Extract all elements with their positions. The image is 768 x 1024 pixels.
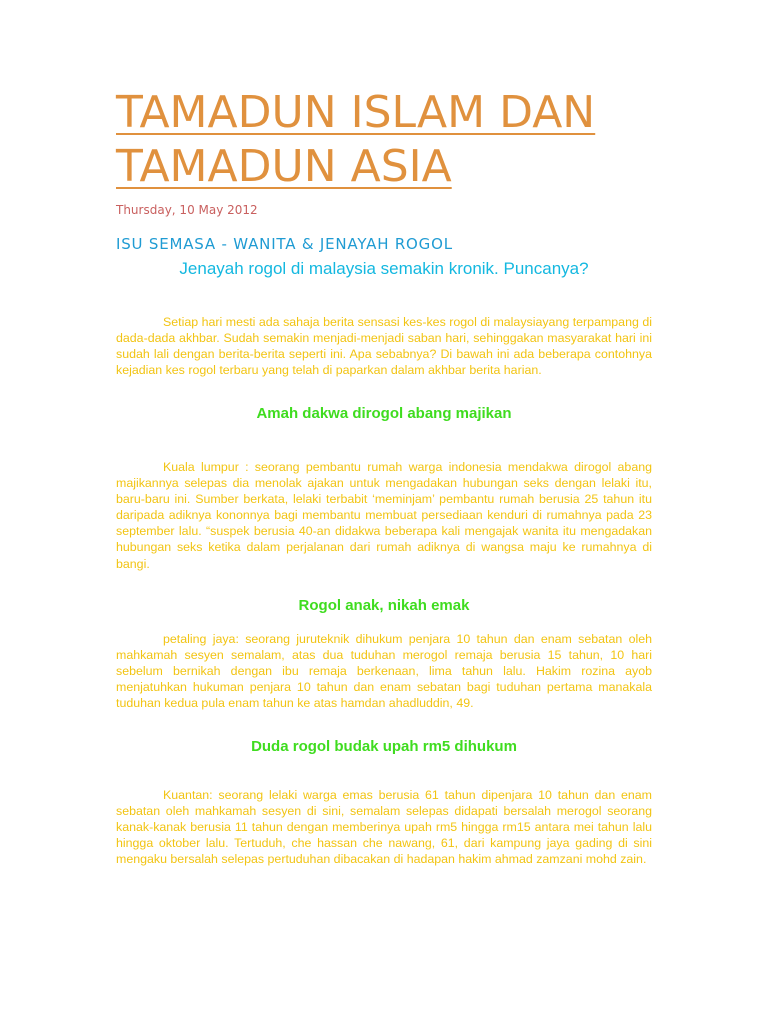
- story-2-heading: Rogol anak, nikah emak: [298, 597, 470, 614]
- story-3-heading: Duda rogol budak upah rm5 dihukum: [251, 738, 517, 755]
- story-2-body: petaling jaya: seorang juruteknik dihukum penjara 10 tahun dan enam sebatan oleh mahkamah sesyen semalam, atas dua tuduhan merogol remaja berusia 15 tahun, 10 hari sebelum bernikah dengan ibu remaja berkenaan, lima tahun lalu. Hakim rozina ayob menjatuhkan hukuman penjara 10 tahun dan enam sebatan bagi tuduhan pertama manakala tuduhan kedua pula enam tahun ke atas hamdan ahadluddin, 49.: [116, 632, 652, 711]
- story-1-heading: Amah dakwa dirogol abang majikan: [256, 405, 512, 422]
- post-title[interactable]: ISU SEMASA - WANITA & JENAYAH ROGOL: [116, 235, 453, 253]
- intro-paragraph: Setiap hari mesti ada sahaja berita sensasi kes-kes rogol di malaysiayang terpampang di dada-dada akhbar. Sudah semakin menjadi-menjadi saban hari, sehinggakan masyarakat hari ini sudah lali dengan berita-berita seperti ini. Apa sebabnya? Di bawah ini ada beberapa contohnya kejadian kes rogol terbaru yang telah di paparkan dalam akhbar berita harian.: [116, 315, 652, 378]
- blog-title-link[interactable]: TAMADUN ISLAM DAN TAMADUN ASIA: [116, 87, 596, 192]
- story-3-body: Kuantan: seorang lelaki warga emas berusia 61 tahun dipenjara 10 tahun dan enam sebatan oleh mahkamah sesyen di sini, semalam selepas didapati bersalah merogol seorang kanak-kanak berusia 11 tahun dengan memberinya upah rm5 hingga rm15 antara mei tahun lalu hingga oktober lalu. Tertuduh, che hassan che nawang, 61, dari kampung jaya gading di sini mengaku bersalah selepas pertuduhan dibacakan di hadapan hakim ahmad zamzani mohd zain.: [116, 788, 652, 867]
- blog-title: [116, 86, 676, 194]
- post-date: Thursday, 10 May 2012: [116, 203, 258, 217]
- story-1-body: Kuala lumpur : seorang pembantu rumah warga indonesia mendakwa dirogol abang majikannya selepas dia menolak ajakan untuk mengadakan hubungan seks dengan lelaki itu, baru-baru ini. Sumber berkata, lelaki terbabit ‘meminjam’ pembantu rumah berusia 25 tahun itu daripada adiknya kononnya bagi membantu membuat persediaan kenduri di rumahnya pada 23 september lalu. “suspek berusia 40-an didakwa beberapa kali mengajak wanita itu mengadakan hubungan seks ketika dalam perjalanan dari rumah adiknya di wangsa maju ke rumahnya di bangi.: [116, 460, 652, 571]
- post-headline: Jenayah rogol di malaysia semakin kronik. Puncanya?: [179, 259, 589, 278]
